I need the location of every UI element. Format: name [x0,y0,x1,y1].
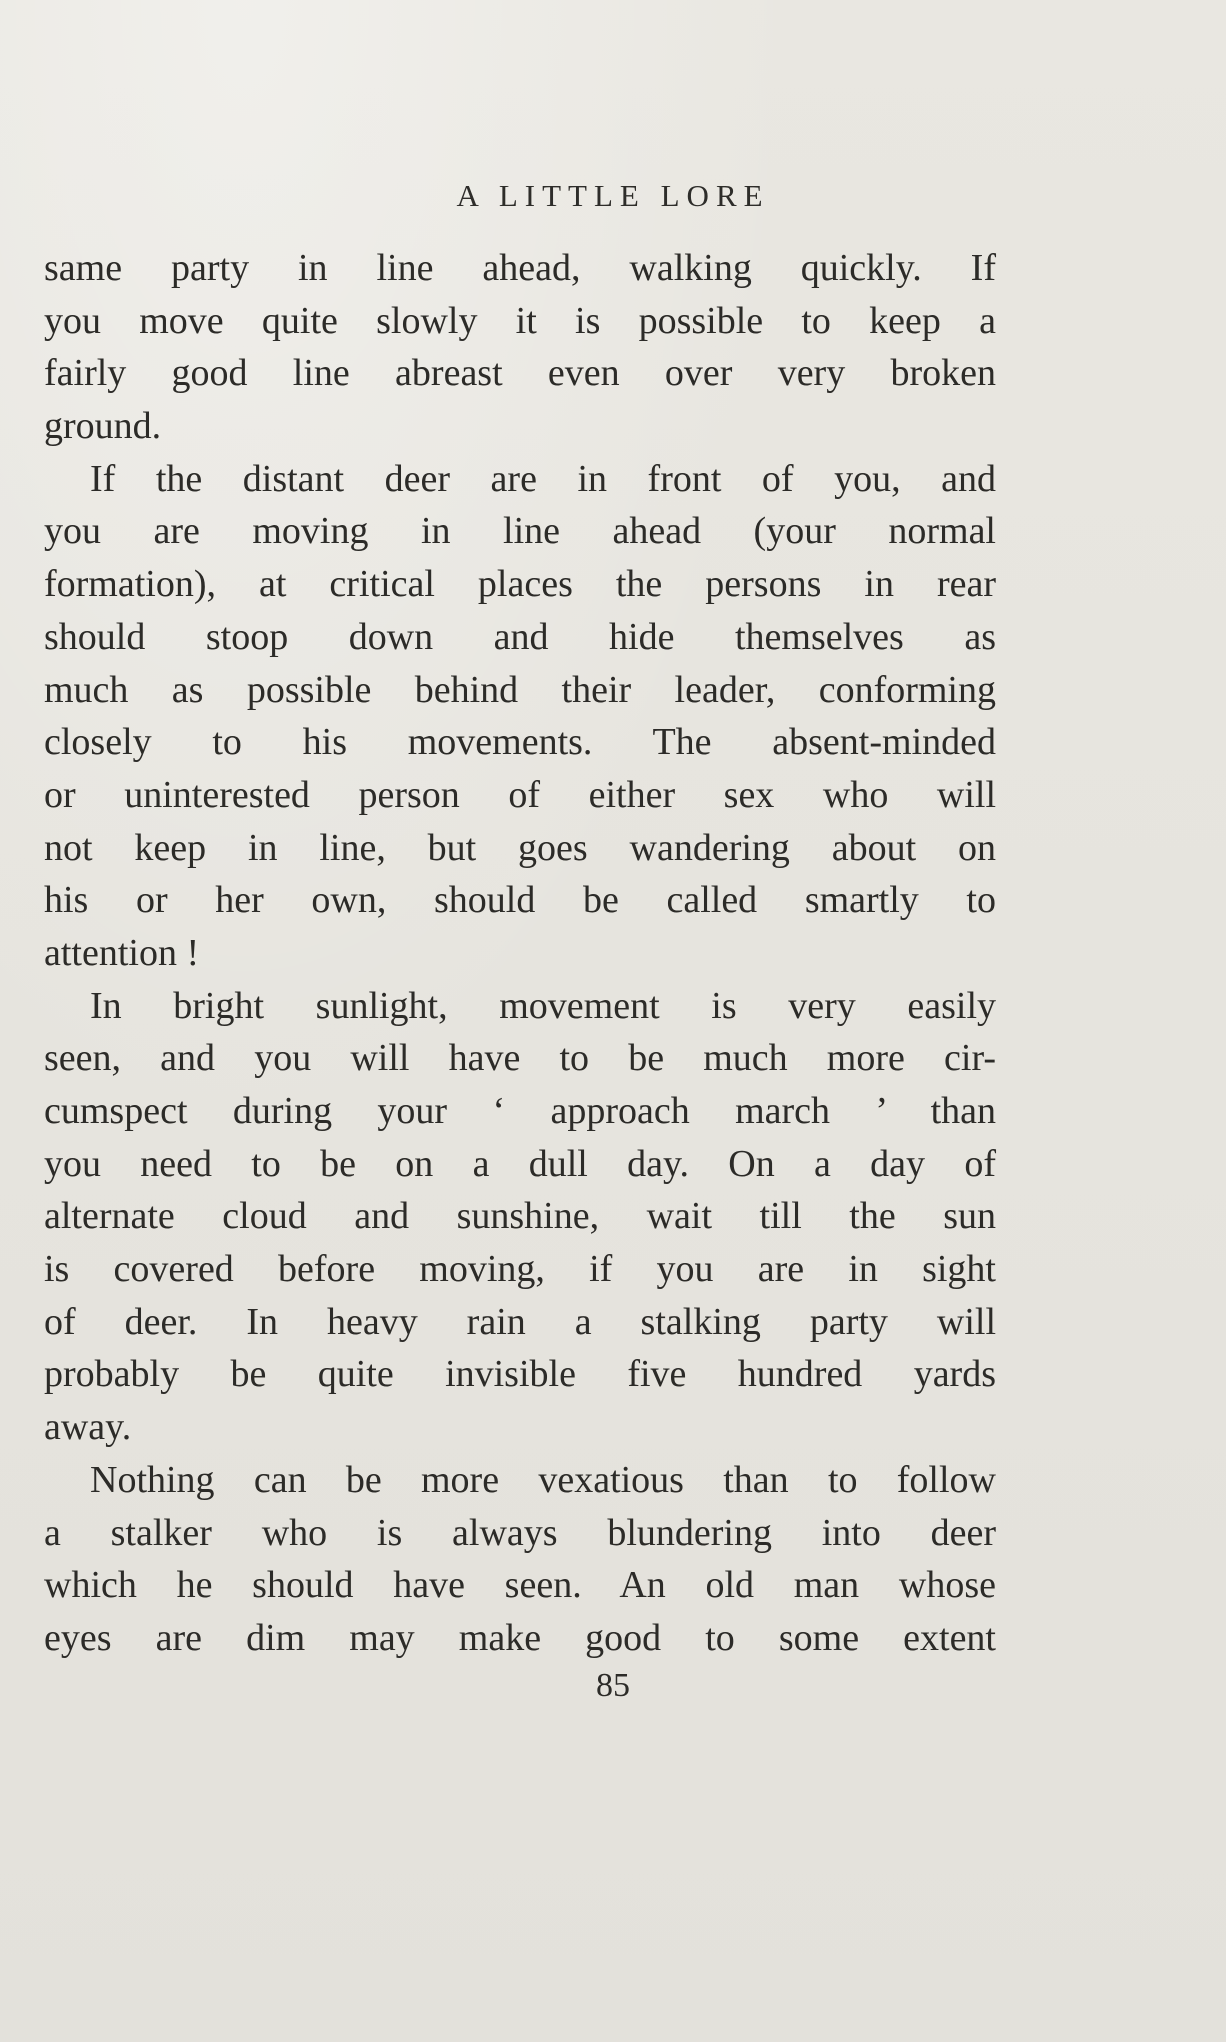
text-line: attention ! [44,931,200,974]
text-line: you need to be on a dull day. On a day of [44,1142,996,1185]
text-line: probably be quite invisible five hundred yards [44,1353,996,1396]
page-number: 85 [596,1667,630,1704]
text-line: should stoop down and hide themselves as [44,615,996,658]
text-line: If the distant deer are in front of you, and [90,457,996,500]
text-line: away. [44,1406,132,1449]
text-line: seen, and you will have to be much more cir- [44,1037,996,1080]
running-head: A LITTLE LORE [456,178,770,213]
text-line: ground. [44,405,162,448]
text-line: fairly good line abreast even over very broken [44,352,996,395]
text-line: same party in line ahead, walking quickly. If [44,247,996,289]
body-text [44,242,996,1665]
text-line: his or her own, should be called smartly to [44,879,996,922]
text-line: you are moving in line ahead (your normal [44,510,996,553]
text-line: In bright sunlight, movement is very easily [90,984,996,1027]
text-line: formation), at critical places the persons in rear [44,563,996,606]
text-line: Nothing can be more vexatious than to follow [90,1458,996,1501]
text-line: cumspect during your ‘ approach march ’ than [44,1090,996,1132]
text-line: much as possible behind their leader, conforming [44,668,996,711]
text-line: is covered before moving, if you are in sight [44,1248,996,1291]
text-line: you move quite slowly it is possible to keep a [44,299,996,342]
text-line: a stalker who is always blundering into deer [44,1511,996,1554]
text-line: or uninterested person of either sex who will [44,773,996,816]
text-line: which he should have seen. An old man whose [44,1564,996,1607]
text-line: of deer. In heavy rain a stalking party will [44,1300,996,1343]
text-line: not keep in line, but goes wandering about on [44,826,996,869]
text-line: alternate cloud and sunshine, wait till the sun [44,1195,996,1238]
text-line: closely to his movements. The absent-minded [44,721,996,764]
text-line: eyes are dim may make good to some extent [44,1616,996,1659]
